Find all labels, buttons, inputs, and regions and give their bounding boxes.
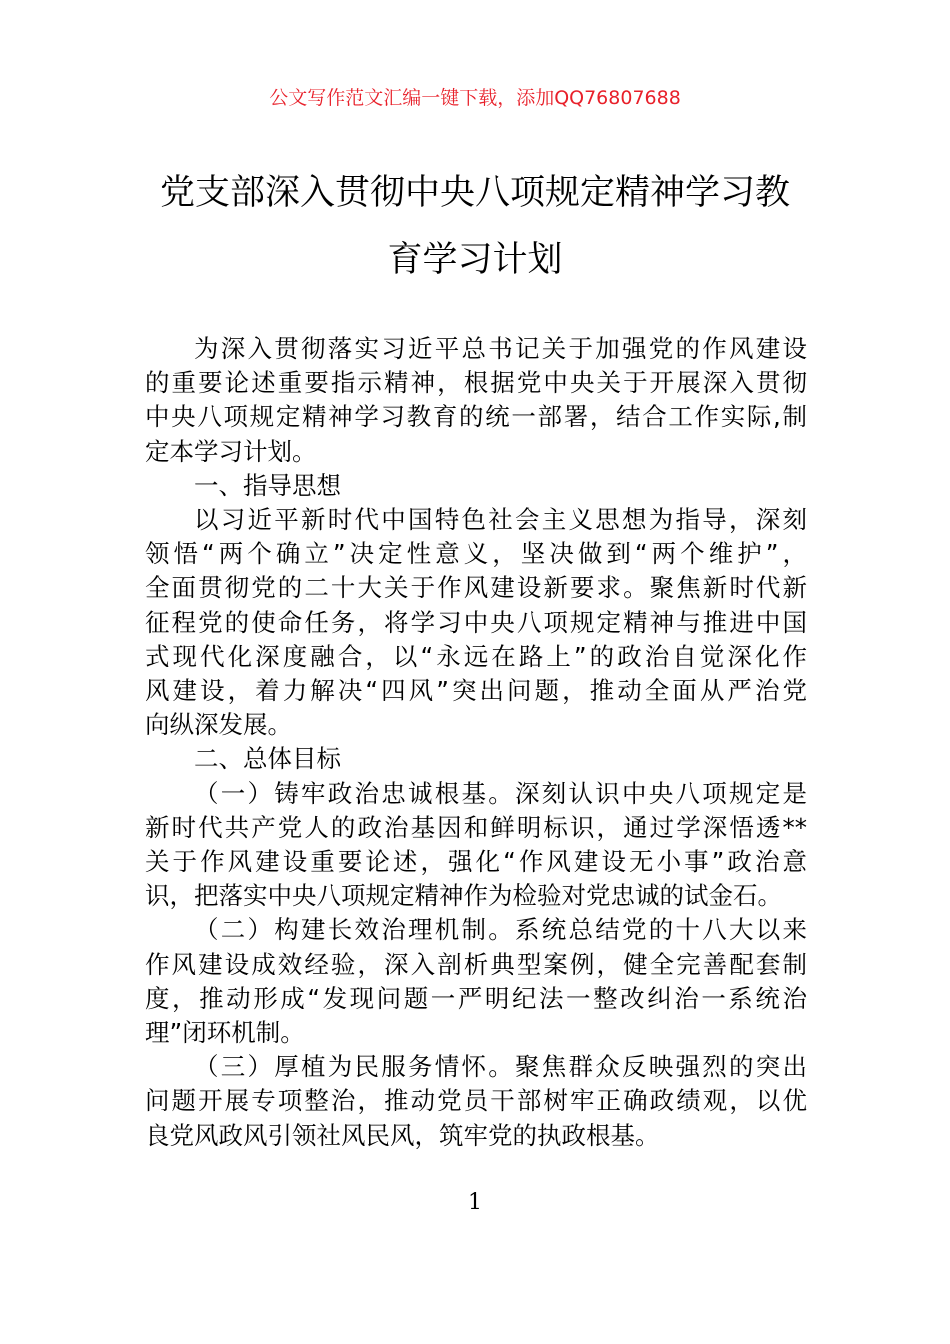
paragraph-line: 征程党的使命任务，将学习中央八项规定精神与推进中国 — [145, 607, 807, 637]
paragraph-line: 新时代共产党人的政治基因和鲜明标识，通过学深悟透** — [145, 812, 807, 842]
paragraph-line: 全面贯彻党的二十大关于作风建设新要求。聚焦新时代新 — [145, 573, 807, 603]
banner-text: 公文写作范文汇编一键下载，添加QQ76807688 — [269, 87, 681, 109]
section-heading — [145, 469, 807, 503]
section-heading — [145, 742, 807, 776]
paragraph-line: 理”闭环机制。 — [145, 1018, 305, 1048]
paragraph-line: 度，推动形成“发现问题一严明纪法一整改纠治一系统治 — [145, 983, 807, 1013]
paragraph-line: 定本学习计划。 — [145, 436, 317, 466]
section-heading-text: 二、总体目标 — [194, 744, 341, 774]
paragraph-line: （三）厚植为民服务情怀。聚焦群众反映强烈的突出 — [194, 1052, 807, 1082]
paragraph-line: 式现代化深度融合，以“永远在路上”的政治自觉深化作 — [145, 641, 807, 671]
paragraph-line: 关于作风建设重要论述，强化“作风建设无小事”政治意 — [145, 847, 807, 877]
page-number: 1 — [468, 1190, 482, 1215]
paragraph-line: 问题开展专项整治，推动党员干部树牢正确政绩观，以优 — [145, 1086, 807, 1116]
paragraph-line: 的重要论述重要指示精神，根据党中央关于开展深入贯彻 — [145, 368, 807, 398]
paragraph-line: 为深入贯彻落实习近平总书记关于加强党的作风建设 — [194, 334, 807, 363]
paragraph-line: （一）铸牢政治忠诚根基。深刻认识中央八项规定是 — [194, 778, 807, 808]
document-title — [120, 160, 830, 294]
download-banner — [0, 84, 950, 112]
document-body — [145, 332, 807, 1153]
goal-one-paragraph — [145, 777, 807, 914]
section-heading-text: 一、指导思想 — [194, 470, 341, 500]
goal-three-paragraph — [145, 1050, 807, 1153]
title-line: 党支部深入贯彻中央八项规定精神学习教 — [159, 173, 790, 213]
paragraph-line: 风建设，着力解决“四风”突出问题，推动全面从严治党 — [145, 676, 807, 706]
paragraph-line: 良党风政风引领社风民风，筑牢党的执政根基。 — [145, 1120, 660, 1150]
paragraph-line: 领悟“两个确立”决定性意义，坚决做到“两个维护”， — [145, 539, 807, 569]
intro-paragraph — [145, 332, 807, 469]
goal-two-paragraph — [145, 913, 807, 1050]
paragraph-line: 作风建设成效经验，深入剖析典型案例，健全完善配套制 — [145, 949, 807, 979]
paragraph-line: 中央八项规定精神学习教育的统一部署，结合工作实际,制 — [145, 402, 807, 432]
paragraph-line: 以习近平新时代中国特色社会主义思想为指导，深刻 — [194, 505, 807, 535]
paragraph-line: 向纵深发展。 — [145, 710, 292, 740]
paragraph-line: 识，把落实中央八项规定精神作为检验对党忠诚的试金石。 — [145, 881, 782, 911]
guiding-ideology-paragraph — [145, 503, 807, 742]
title-line: 育学习计划 — [387, 240, 563, 280]
paragraph-line: （二）构建长效治理机制。系统总结党的十八大以来 — [194, 915, 807, 945]
